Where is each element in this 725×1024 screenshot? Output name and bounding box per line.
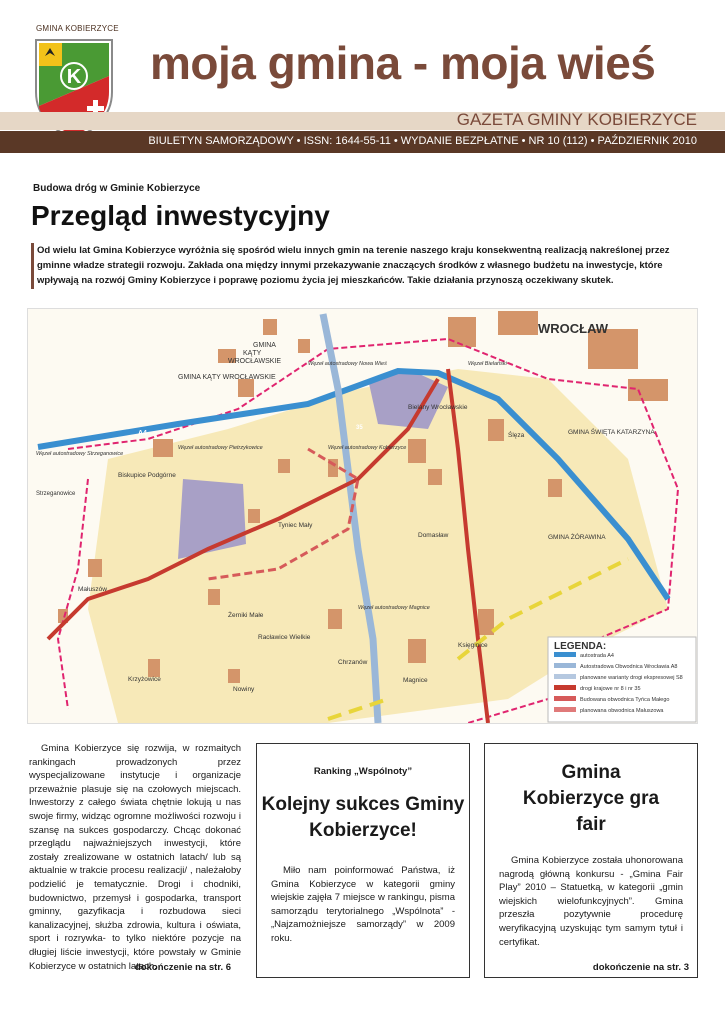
ranking-text-wrap (271, 864, 455, 946)
map-label-ksieginice: Księginice (458, 642, 488, 649)
lead-accent-bar (31, 243, 34, 289)
ranking-title: Kolejny sukces Gminy Kobierzyce! (261, 794, 465, 841)
svg-text:GMINAKĄTYWROCŁAWSKIE: GMINA KĄTY WROCŁAWSKIE (228, 342, 282, 365)
a4-label: A4 (138, 430, 147, 437)
article-body-column (29, 742, 241, 973)
article-lead: Od wielu lat Gmina Kobierzyce wyróżnia się spośród wielu innych gmin na terenie naszego kraju konsekwentną realizacją nakreślonej przez gminne władze strategii rozwoju. Zakłada ona między innymi przekazywanie znaczących środków z własnego budżetu na inwestycje, które wpływają na rozwój Gminy Kobierzyce i poprawę poziomu życia jej mieszkańców. Takie działania przynoszą oczekiwany skutek. (37, 245, 670, 286)
road-35-label: 35 (356, 425, 363, 431)
crest-letter: K (66, 66, 82, 88)
map-label-chrzanow: Chrzanów (338, 659, 368, 666)
map-label-krzyzowice: Krzyżowice (128, 676, 161, 683)
legend-item-label: planowana obwodnica Małuszowa (580, 708, 664, 714)
map-label-katy: GMINA KĄTY WROCŁAWSKIE (178, 374, 276, 381)
junction-bielanski: Węzeł Bielański (468, 361, 507, 367)
map-city: WROCŁAW (538, 321, 609, 336)
map-label-swieta: GMINA ŚWIĘTA KATARZYNA (568, 429, 655, 436)
article-body-text: Gmina Kobierzyce się rozwija, w rozmaitych rankingach prowadzonych przez wyspecjalizowane instytucje i organizacje przeważnie plasuje się na czołowych miejscach. Inwestorzy z całego świata chętnie lokują u nas swoje firmy, widząc ogromne możliwości rozwoju i szansę na sukces gospodarczy. Chcąc dokonać przeglądu najważniejszych inwestycji, które zostały zrealizowane w ostatnich latach/ lub są aktualnie w trakcie procesu realizacji/ , należałoby podzielić je tematycznie. Drogi i chodniki, budownictwo, przemysł i gospodarka, transport gminny, gazyfikacja i rozbudowa sieci kanalizacyjnej, służba zdrowia, kultura i oświata, sport i rozrywka- to tylko niektóre pozycje na długiej liście inwestycji, które powstały w Gminie Kobierzyce w ostatnich latach. (29, 743, 241, 972)
legend-title: LEGENDA: (554, 641, 607, 652)
map-label-domaslaw: Domasław (418, 532, 449, 539)
junction-nowa-wies: Węzeł autostradowy Nowa Wieś (308, 361, 387, 367)
legend-swatch (554, 685, 576, 690)
map-label-strzeganowice: Strzeganowice (36, 491, 76, 497)
legend-item-label: autostrada A4 (580, 653, 614, 659)
fair-play-box (484, 743, 698, 978)
article-headline: Przegląd inwestycyjny (31, 200, 330, 231)
map-label-tyniec: Tyniec Mały (278, 522, 313, 529)
continued-page-3[interactable]: dokończenie na str. 3 (592, 962, 689, 973)
map-label-maluszow: Małuszów (78, 586, 107, 593)
legend-swatch (554, 663, 576, 668)
continued-page-6[interactable]: dokończenie na str. 6 (135, 962, 232, 973)
map-label-raclawice: Racławice Wielkie (258, 634, 311, 641)
map-label-nowiny: Nowiny (233, 686, 255, 693)
map-label-zorawina: GMINA ŻÓRAWINA (548, 534, 606, 541)
legend-swatch (554, 652, 576, 657)
masthead-subtitle: GAZETA GMINY KOBIERZYCE (456, 110, 697, 129)
junction-strzeganowice: Węzeł autostradowy Strzeganowice (36, 451, 124, 457)
ranking-box (256, 743, 470, 978)
legend-swatch (554, 707, 576, 712)
investment-map (27, 308, 698, 724)
legend-item-label: drogi krajowe nr 8 i nr 35 (580, 686, 641, 692)
map-label-biskupice: Biskupice Podgórne (118, 472, 176, 479)
map-label-sleza: Ślęza (508, 432, 525, 439)
crest-caption: GMINA KOBIERZYCE (36, 24, 119, 33)
bulletin-info: BIULETYN SAMORZĄDOWY • ISSN: 1644-55-11 • WYDANIE BEZPŁATNE • NR 10 (112) • PAŹDZIERNIK 2010 (148, 135, 697, 147)
ranking-kicker: Ranking „Wspólnoty” (313, 766, 413, 777)
legend-item-label: Autostradowa Obwodnica Wrocławia A8 (580, 664, 678, 670)
legend-swatch (554, 696, 576, 701)
map-label-magnice: Magnice (403, 677, 428, 684)
junction-pietrzykowice: Węzeł autostradowy Pietrzykowice (178, 445, 263, 451)
masthead-title: moja gmina - moja wieś (150, 37, 656, 89)
junction-kobierzyce: Węzeł autostradowy Kobierzyce (328, 445, 407, 451)
fair-play-title: Gmina Kobierzyce gra fair (522, 762, 660, 835)
legend-item-label: planowane warianty drogi ekspresowej S8 (580, 675, 683, 681)
article-kicker: Budowa dróg w Gminie Kobierzyce (33, 183, 201, 194)
legend-swatch (554, 674, 576, 679)
map-legend (548, 637, 696, 722)
fair-play-text: Gmina Kobierzyce została uhonorowana nagrodą główną konkursu - „Gmina Fair Play” 2010 – Statuetką, w kategorii „gmin wiejskich wielofunkcyjnych”. Gmina przeszła pozytywnie procedurę weryfikacyjną uzyskując tym samym tytuł i certyfikat. (499, 855, 683, 948)
map-label-zerniki: Żerniki Małe (228, 612, 264, 619)
fair-play-text-wrap (499, 854, 683, 949)
legend-item-label: Budowana obwodnica Tyńca Małego (580, 697, 670, 703)
ranking-text: Miło nam poinformować Państwa, iż Gmina Kobierzyce w kategorii gminy wiejskie zajęła 7 miejsce w rankingu, pisma samorządu terytorialnego „Wspólnota” - „Najzamożniejsze samorządy” w 2009 roku. (271, 865, 455, 944)
junction-magnice: Węzeł autostradowy Magnice (358, 605, 430, 611)
map-label-bielany: Bielany Wrocławskie (408, 404, 468, 411)
